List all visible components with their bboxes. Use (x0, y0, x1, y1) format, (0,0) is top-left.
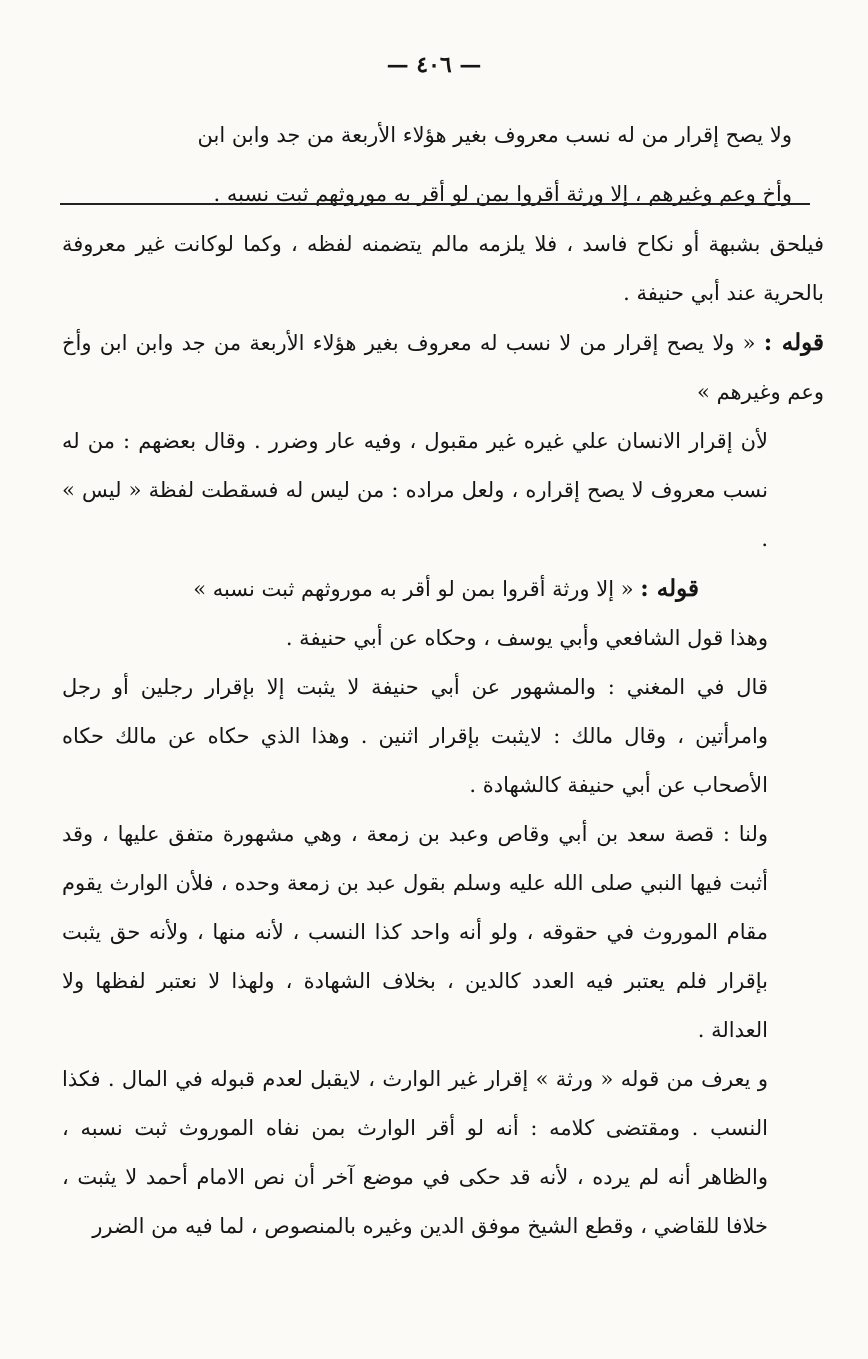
separator-rule (60, 203, 810, 205)
commentary-paragraph: قال في المغني : والمشهور عن أبي حنيفة لا يثبت إلا بإقرار رجلين أو رجل وامرأتين ، وقال مالك : لايثبت بإقرار اثنين . وهذا الذي حكاه عن مالك حكاه الأصحاب عن أبي حنيفة كالشهادة . (62, 675, 768, 797)
commentary-body (62, 220, 824, 1251)
quoted-matn: « إلا ورثة أقروا بمن لو أقر به موروثهم ثبت نسبه » (193, 577, 634, 601)
commentary-paragraph: وهذا قول الشافعي وأبي يوسف ، وحكاه عن أبي حنيفة . (285, 626, 768, 650)
commentary-paragraph: فيلحق بشبهة أو نكاح فاسد ، فلا يلزمه مالم يتضمنه لفظه ، وكما لوكانت غير معروفة بالحرية عند أبي حنيفة . (62, 232, 824, 305)
qawluhu-label: قوله : (763, 329, 824, 356)
page-number: — ٤٠٦ — (386, 52, 482, 78)
commentary-quote-paragraph (62, 318, 824, 417)
commentary-quote-paragraph (62, 564, 824, 614)
quoted-matn: « ولا يصح إقرار من لا نسب له معروف بغير هؤلاء الأربعة من جد وابن ابن وأخ وعم وغيرهم » (62, 331, 824, 404)
commentary-paragraph: و يعرف من قوله « ورثة » إقرار غير الوارث ، لايقبل لعدم قبوله في المال . فكذا النسب . ومقتضى كلامه : أنه لو أقر الوارث بمن نفاه الموروث ثبت نسبه ، والظاهر أنه لم يرده ، لأنه قد حكى في موضع آخر أن نص الامام أحمد لا يثبت ، خلافا للقاضي ، وقطع الشيخ موفق الدين وغيره بالمنصوص ، لما فيه من الضرر (62, 1067, 768, 1238)
qawluhu-label: قوله : (640, 575, 699, 602)
matn-text (70, 106, 792, 224)
commentary-paragraph: لأن إقرار الانسان علي غيره غير مقبول ، وفيه عار وضرر . وقال بعضهم : من له نسب معروف لا يصح إقراره ، ولعل مراده : من ليس له فسقطت لفظة « ليس » . (62, 429, 768, 551)
matn-line-2: وأخ وعم وغيرهم ، إلا ورثة أقروا بمن لو أقر به موروثهم ثبت نسبه . (213, 182, 792, 206)
commentary-paragraph: ولنا : قصة سعد بن أبي وقاص وعبد بن زمعة ، وهي مشهورة متفق عليها ، وقد أثبت فيها النبي صلى الله عليه وسلم بقول عبد بن زمعة وحده ، فلأن الوارث يقوم مقام الموروث في حقوقه ، ولو أنه واحد كذا النسب ، لأنه منها ، ولأنه حق يثبت بإقرار فلم يعتبر فيه العدد كالدين ، بخلاف الشهادة ، ولهذا لا نعتبر لفظها ولا العدالة . (62, 822, 768, 1042)
matn-line-1: ولا يصح إقرار من له نسب معروف بغير هؤلاء الأربعة من جد وابن ابن (197, 123, 792, 147)
